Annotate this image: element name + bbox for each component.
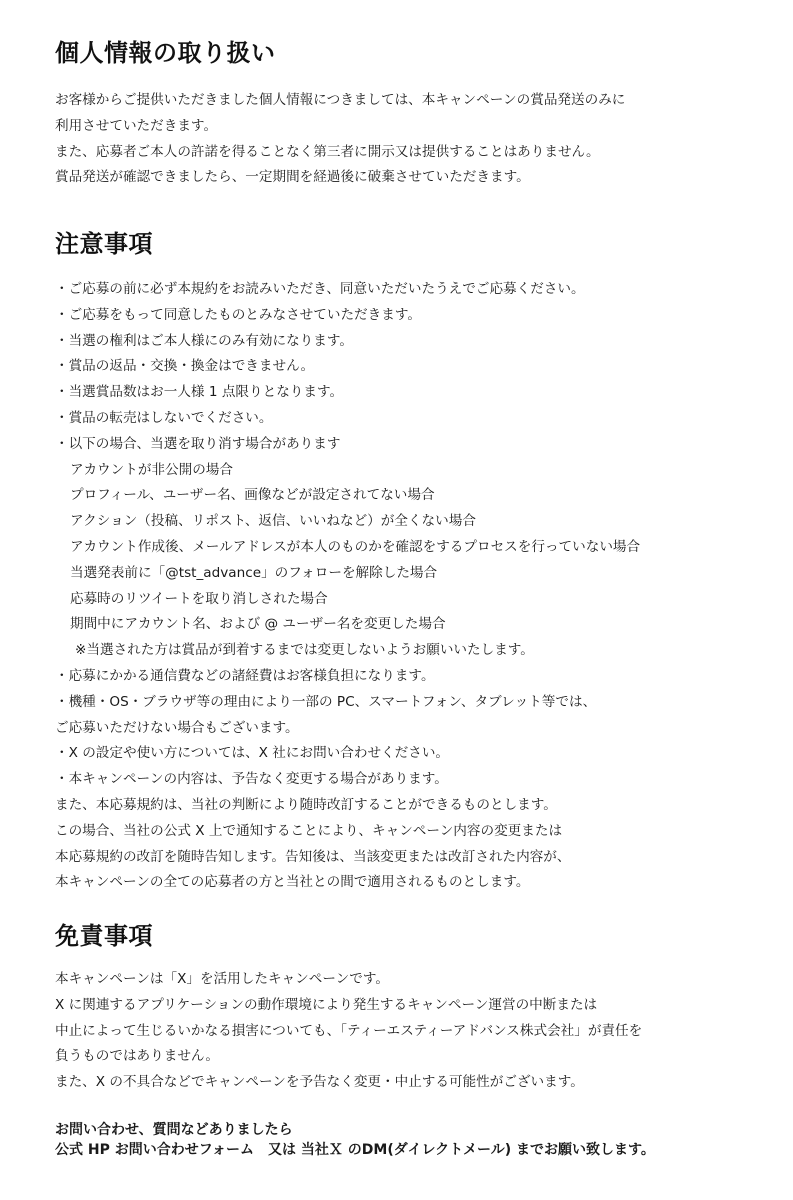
disclaimer-line: 負うものではありません。 bbox=[55, 1048, 219, 1065]
disclaimer-line: 中止によって生じるいかなる損害についても、「ティーエスティーアドバンス株式会社」が責任を bbox=[55, 1022, 643, 1039]
privacy-line: 賞品発送が確認できましたら、一定期間を経過後に破棄させていただきます。 bbox=[55, 169, 530, 186]
privacy-line: 利用させていただきます。 bbox=[55, 117, 218, 134]
privacy-line: また、応募者ご本人の許諾を得ることなく第三者に開示又は提供することはありません。 bbox=[55, 143, 600, 160]
cancel-case: 当選発表前に「@tst_advance」のフォローを解除した場合 bbox=[70, 564, 438, 581]
notes-item: ・ご応募をもって同意したものとみなさせていただきます。 bbox=[55, 306, 421, 323]
cancel-case: アクション（投稿、リポスト、返信、いいねなど）が全くない場合 bbox=[70, 513, 476, 530]
privacy-body bbox=[55, 88, 755, 191]
notes-item: ・当選賞品数はお一人様 1 点限りとなります。 bbox=[55, 384, 344, 401]
cancel-note: ※当選された方は賞品が到着するまでは変更しないようお願いいたします。 bbox=[75, 642, 534, 659]
contact-line: お問い合わせ、質問などありましたら bbox=[55, 1122, 293, 1138]
notes-item: ・以下の場合、当選を取り消す場合があります bbox=[55, 435, 341, 452]
notes-heading: 注意事項 bbox=[55, 230, 153, 258]
disclaimer-heading: 免責事項 bbox=[55, 922, 153, 950]
cancel-case: 期間中にアカウント名、および @ ユーザー名を変更した場合 bbox=[70, 616, 446, 633]
disclaimer-line: X に関連するアプリケーションの動作環境により発生するキャンペーン運営の中断または bbox=[55, 996, 598, 1013]
cancel-case: 応募時のリツイートを取り消しされた場合 bbox=[70, 590, 328, 607]
contact-info bbox=[55, 1120, 655, 1160]
disclaimer-section bbox=[55, 921, 755, 1096]
notes-item: この場合、当社の公式 X 上で通知することにより、キャンペーン内容の変更または bbox=[55, 822, 563, 839]
disclaimer-line: また、X の不具合などでキャンペーンを予告なく変更・中止する可能性がございます。 bbox=[55, 1074, 584, 1091]
notes-item: ・賞品の転売はしないでください。 bbox=[55, 409, 273, 426]
cancel-case: プロフィール、ユーザー名、画像などが設定されてない場合 bbox=[70, 487, 435, 504]
notes-item: ・賞品の返品・交換・換金はできません。 bbox=[55, 358, 315, 375]
notes-body bbox=[55, 277, 755, 896]
notes-item: ・応募にかかる通信費などの諸経費はお客様負担になります。 bbox=[55, 667, 435, 684]
cancel-case: アカウントが非公開の場合 bbox=[70, 461, 233, 478]
privacy-section bbox=[55, 38, 755, 191]
notes-item: ・機種・OS・ブラウザ等の理由により一部の PC、スマートフォン、タブレット等では、 bbox=[55, 693, 597, 710]
notes-section bbox=[55, 229, 755, 896]
contact-line: 公式 HP お問い合わせフォーム 又は 当社Ｘ のDM(ダイレクトメール) までお願い致します。 bbox=[55, 1142, 655, 1158]
notes-item: ・本キャンペーンの内容は、予告なく変更する場合があります。 bbox=[55, 771, 448, 788]
cancel-case: アカウント作成後、メールアドレスが本人のものかを確認をするプロセスを行っていない場合 bbox=[70, 538, 641, 555]
notes-item: 本応募規約の改訂を随時告知します。告知後は、当該変更または改訂された内容が、 bbox=[55, 848, 571, 865]
notes-item: ・当選の権利はご本人様にのみ有効になります。 bbox=[55, 332, 353, 349]
disclaimer-body bbox=[55, 967, 755, 1096]
notes-item: ・X の設定や使い方については、X 社にお問い合わせください。 bbox=[55, 745, 450, 762]
disclaimer-line: 本キャンペーンは「X」を活用したキャンペーンです。 bbox=[55, 971, 389, 987]
privacy-line: お客様からご提供いただきました個人情報につきましては、本キャンペーンの賞品発送のみに bbox=[55, 92, 626, 108]
notes-item: ・ご応募の前に必ず本規約をお読みいただき、同意いただいたうえでご応募ください。 bbox=[55, 281, 585, 297]
privacy-heading: 個人情報の取り扱い bbox=[55, 39, 276, 67]
notes-item: また、本応募規約は、当社の判断により随時改訂することができるものとします。 bbox=[55, 796, 557, 813]
notes-item: ご応募いただけない場合もございます。 bbox=[55, 719, 299, 736]
notes-item: 本キャンペーンの全ての応募者の方と当社との間で適用されるものとします。 bbox=[55, 874, 530, 891]
